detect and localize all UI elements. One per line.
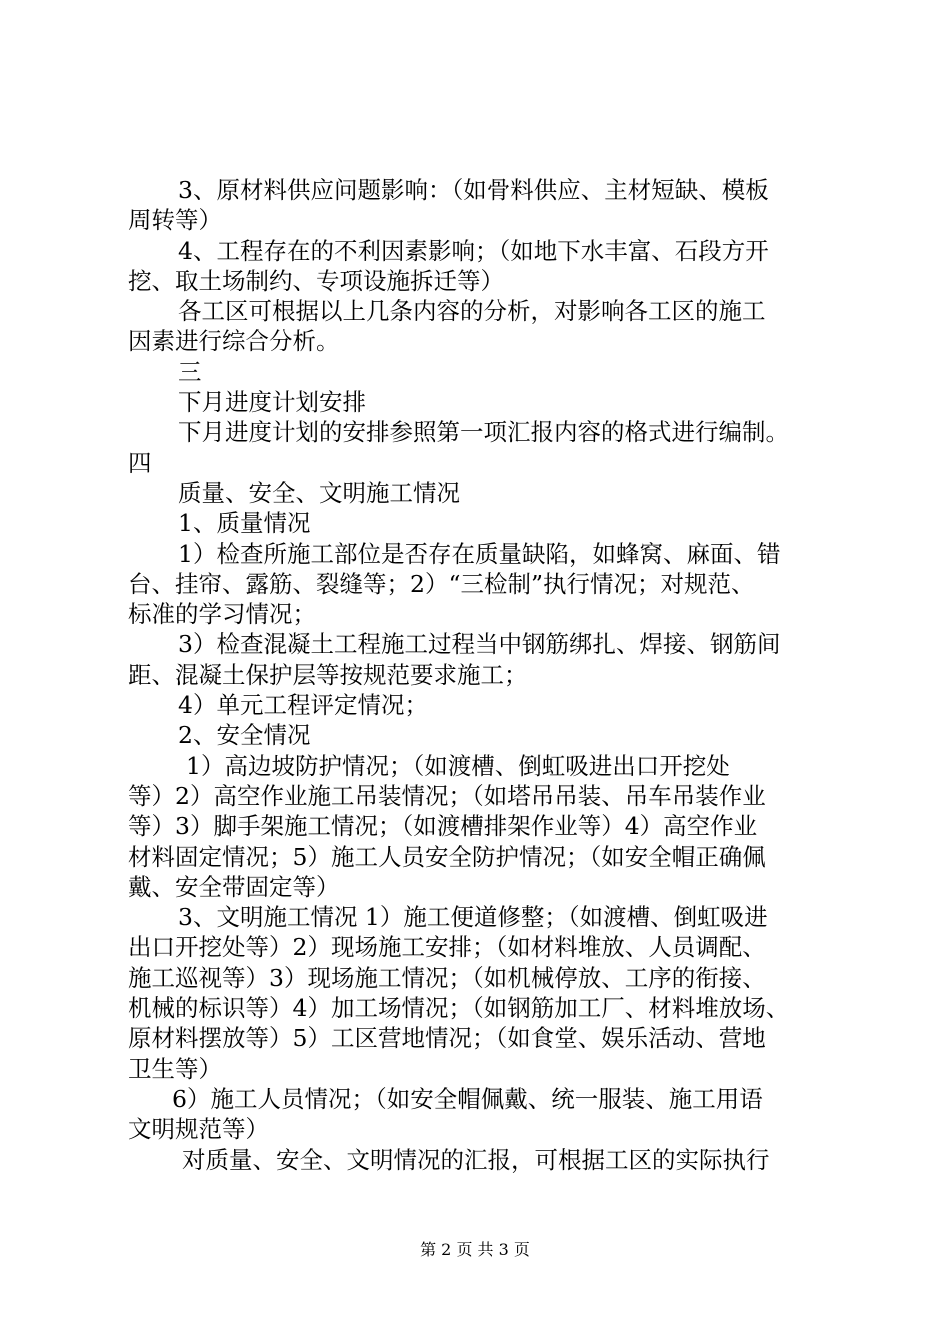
text-line: 3、原材料供应问题影响：（如骨料供应、主材短缺、模板 (178, 176, 769, 204)
text-line: 3）检查混凝土工程施工过程当中钢筋绑扎、焊接、钢筋间 (178, 630, 781, 659)
text-line: 等）3）脚手架施工情况；（如渡槽排架作业等）4）高空作业 (128, 812, 758, 841)
text-line: 周转等） (128, 206, 222, 235)
page-footer (0, 1240, 950, 1260)
text-line: 对质量、安全、文明情况的汇报，可根据工区的实际执行 (182, 1145, 770, 1174)
text-line: 距、混凝土保护层等按规范要求施工； (128, 660, 528, 689)
text-line: 4、工程存在的不利因素影响；（如地下水丰富、石段方开 (178, 236, 769, 265)
text-line: 3、文明施工情况 1）施工便道修整；（如渡槽、倒虹吸进 (178, 903, 768, 932)
text-line: 台、挂帘、露筋、裂缝等；2）“三检制”执行情况；对规范、 (128, 569, 755, 598)
page-number: 第 2 页 共 3 页 (420, 1240, 530, 1259)
text-line: 机械的标识等）4）加工场情况；（如钢筋加工厂、材料堆放场、 (128, 994, 790, 1023)
text-line: 挖、取土场制约、专项设施拆迁等） (128, 266, 504, 295)
text-line: 三 (178, 357, 202, 386)
text-line: 1）高边坡防护情况；（如渡槽、倒虹吸进出口开挖处 (186, 751, 730, 780)
text-line: 文明规范等） (128, 1115, 269, 1144)
text-line: 四 (128, 448, 152, 477)
text-line: 出口开挖处等）2）现场施工安排；（如材料堆放、人员调配、 (128, 933, 766, 962)
text-line: 1）检查所施工部位是否存在质量缺陷，如蜂窝、麻面、错 (178, 539, 781, 568)
text-line: 戴、安全带固定等） (128, 872, 340, 901)
text-line: 1、质量情况 (178, 509, 311, 538)
text-line: 等）2）高空作业施工吊装情况；（如塔吊吊装、吊车吊装作业 (128, 781, 766, 810)
text-line: 施工巡视等）3）现场施工情况；（如机械停放、工序的衔接、 (128, 963, 766, 992)
text-line: 4）单元工程评定情况； (178, 691, 428, 720)
text-line: 材料固定情况；5）施工人员安全防护情况；（如安全帽正确佩 (128, 842, 766, 871)
text-line: 2、安全情况 (178, 721, 311, 750)
text-line: 下月进度计划的安排参照第一项汇报内容的格式进行编制。 (178, 418, 789, 447)
text-line: 卫生等） (128, 1054, 222, 1083)
text-line: 质量、安全、文明施工情况 (178, 478, 460, 507)
document-body (128, 175, 838, 1175)
text-line: 各工区可根据以上几条内容的分析，对影响各工区的施工 (178, 297, 766, 326)
text-line: 6）施工人员情况；（如安全帽佩戴、统一服装、施工用语 (172, 1084, 763, 1113)
text-line: 原材料摆放等）5）工区营地情况；（如食堂、娱乐活动、营地 (128, 1024, 766, 1053)
text-line: 因素进行综合分析。 (128, 327, 340, 356)
text-line: 标准的学习情况； (128, 600, 316, 629)
text-line: 下月进度计划安排 (178, 388, 366, 417)
